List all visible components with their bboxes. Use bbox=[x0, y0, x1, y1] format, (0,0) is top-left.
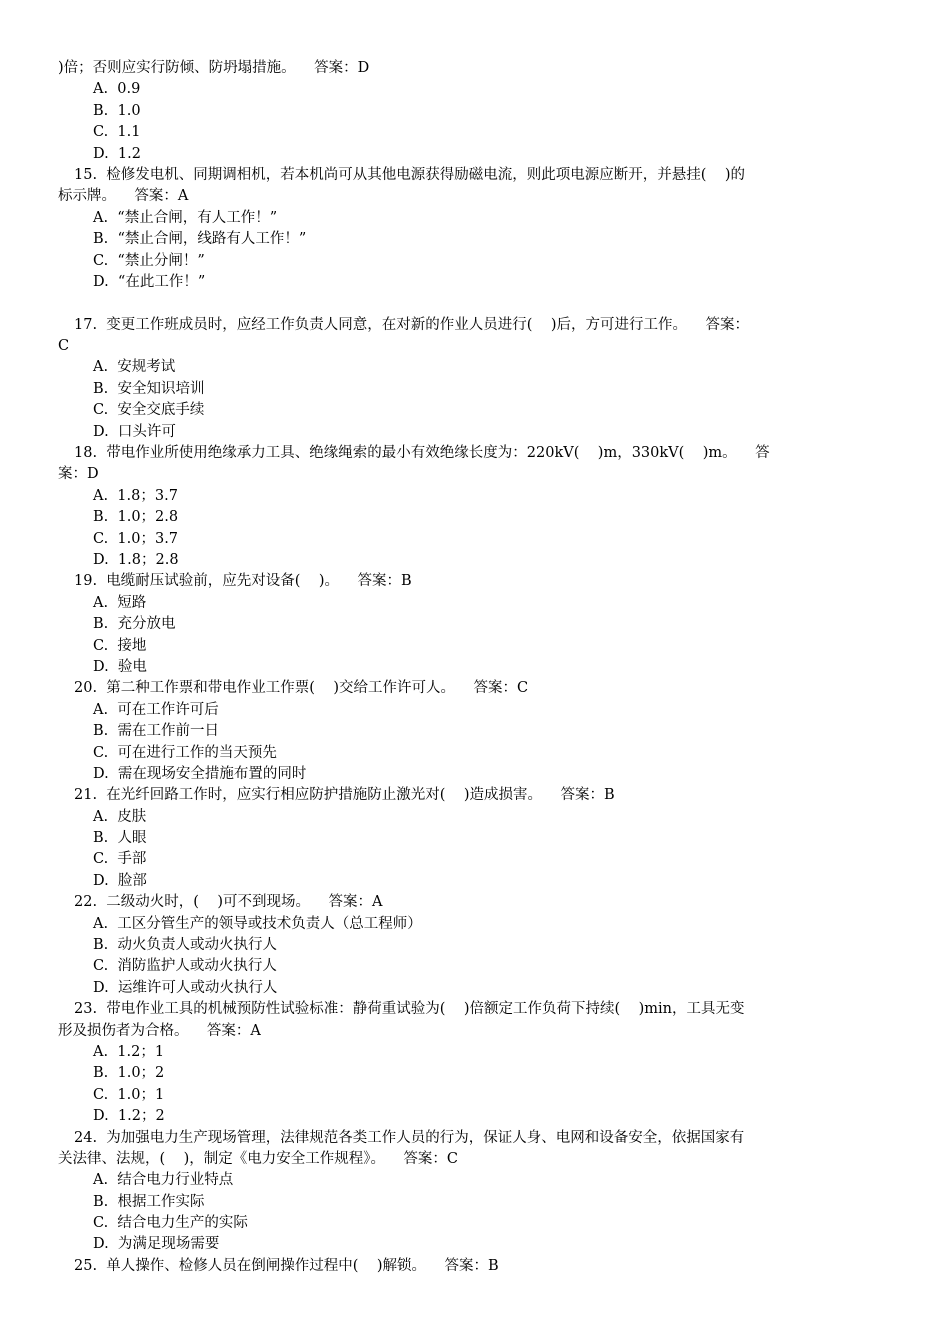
question-line: 15. 检修发电机、同期调相机，若本机尚可从其他电源获得励磁电流，则此项电源应断开，并悬挂( )的 bbox=[74, 166, 746, 183]
question-line: 22. 二级动火时，( )可不到现场。 答案：A bbox=[74, 894, 383, 911]
option-line: B. 充分放电 bbox=[93, 616, 176, 633]
continuation-line: C bbox=[58, 338, 70, 355]
option-line: D. 1.8；2.8 bbox=[93, 551, 179, 568]
option-line: A. 工区分管生产的领导或技术负责人（总工程师） bbox=[93, 915, 422, 932]
blank-line bbox=[58, 293, 892, 314]
continuation-line: )倍；否则应实行防倾、防坍塌措施。 答案：D bbox=[58, 60, 370, 76]
option-line: C. 1.0；1 bbox=[93, 1086, 165, 1103]
option-line: B. “禁止合闸，线路有人工作！” bbox=[93, 231, 307, 248]
question-line: 23. 带电作业工具的机械预防性试验标准：静荷重试验为( )倍额定工作负荷下持续( )min，工具无变 bbox=[74, 1001, 745, 1018]
question-line: 24. 为加强电力生产现场管理，法律规范各类工作人员的行为，保证人身、电网和设备安全，依据国家有 bbox=[74, 1129, 745, 1146]
option-line: A. 皮肤 bbox=[93, 808, 147, 825]
option-line: D. 为满足现场需要 bbox=[93, 1236, 220, 1253]
option-line: C. 1.0；3.7 bbox=[93, 530, 179, 547]
question-line: 21. 在光纤回路工作时，应实行相应防护措施防止激光对( )造成损害。 答案：B bbox=[74, 787, 615, 804]
option-line: B. 1.0；2.8 bbox=[93, 509, 179, 526]
option-line: C. 手部 bbox=[93, 851, 147, 868]
option-line: C. 消防监护人或动火执行人 bbox=[93, 958, 277, 975]
option-line: D. 验电 bbox=[93, 658, 147, 675]
option-line: B. 根据工作实际 bbox=[93, 1193, 205, 1210]
question-line: 19. 电缆耐压试验前，应先对设备( )。 答案：B bbox=[74, 573, 412, 590]
option-line: B. 1.0 bbox=[93, 102, 141, 119]
option-line: C. 可在进行工作的当天预先 bbox=[93, 744, 277, 761]
continuation-line: 形及损伤者为合格。 答案：A bbox=[58, 1022, 261, 1039]
option-line: C. “禁止分闸！” bbox=[93, 252, 205, 269]
continuation-line: 案：D bbox=[58, 466, 99, 483]
option-line: C. 接地 bbox=[93, 637, 147, 654]
option-line: B. 安全知识培训 bbox=[93, 380, 205, 397]
option-line: A. 1.2；1 bbox=[93, 1043, 165, 1060]
option-line: B. 1.0；2 bbox=[93, 1065, 165, 1082]
option-line: D. 脸部 bbox=[93, 872, 147, 889]
option-line: D. 1.2 bbox=[93, 145, 141, 162]
continuation-line: 关法律、法规，( )，制定《电力安全工作规程》。 答案：C bbox=[58, 1150, 459, 1167]
question-line: 25. 单人操作、检修人员在倒闸操作过程中( )解锁。 答案：B bbox=[74, 1257, 499, 1274]
option-line: A. 安规考试 bbox=[93, 359, 176, 376]
option-line: D. 1.2；2 bbox=[93, 1108, 165, 1125]
option-line: D. “在此工作！” bbox=[93, 273, 206, 290]
option-line: C. 结合电力生产的实际 bbox=[93, 1215, 248, 1232]
option-line: A. 结合电力行业特点 bbox=[93, 1172, 234, 1189]
option-line: A. 短路 bbox=[93, 594, 147, 611]
option-line: A. 1.8；3.7 bbox=[93, 487, 178, 504]
option-line: C. 1.1 bbox=[93, 124, 141, 141]
continuation-line: 标示牌。 答案：A bbox=[58, 188, 189, 205]
option-line: A. “禁止合闸，有人工作！” bbox=[93, 209, 278, 226]
option-line: A. 0.9 bbox=[93, 81, 141, 98]
option-line: D. 口头许可 bbox=[93, 423, 176, 440]
question-line: 18. 带电作业所使用绝缘承力工具、绝缘绳索的最小有效绝缘长度为：220kV( )m，330kV( )m。 答 bbox=[74, 445, 770, 462]
option-line: C. 安全交底手续 bbox=[93, 402, 205, 419]
question-line: 17. 变更工作班成员时，应经工作负责人同意，在对新的作业人员进行( )后，方可进行工作。 答案： bbox=[74, 316, 749, 333]
option-line: D. 运维许可人或动火执行人 bbox=[93, 979, 278, 996]
option-line: B. 动火负责人或动火执行人 bbox=[93, 937, 277, 954]
option-line: A. 可在工作许可后 bbox=[93, 701, 219, 718]
option-line: D. 需在现场安全措施布置的同时 bbox=[93, 765, 307, 782]
option-line: B. 人眼 bbox=[93, 830, 147, 847]
option-line: B. 需在工作前一日 bbox=[93, 723, 219, 740]
question-line: 20. 第二种工作票和带电作业工作票( )交给工作许可人。 答案：C bbox=[74, 680, 529, 697]
